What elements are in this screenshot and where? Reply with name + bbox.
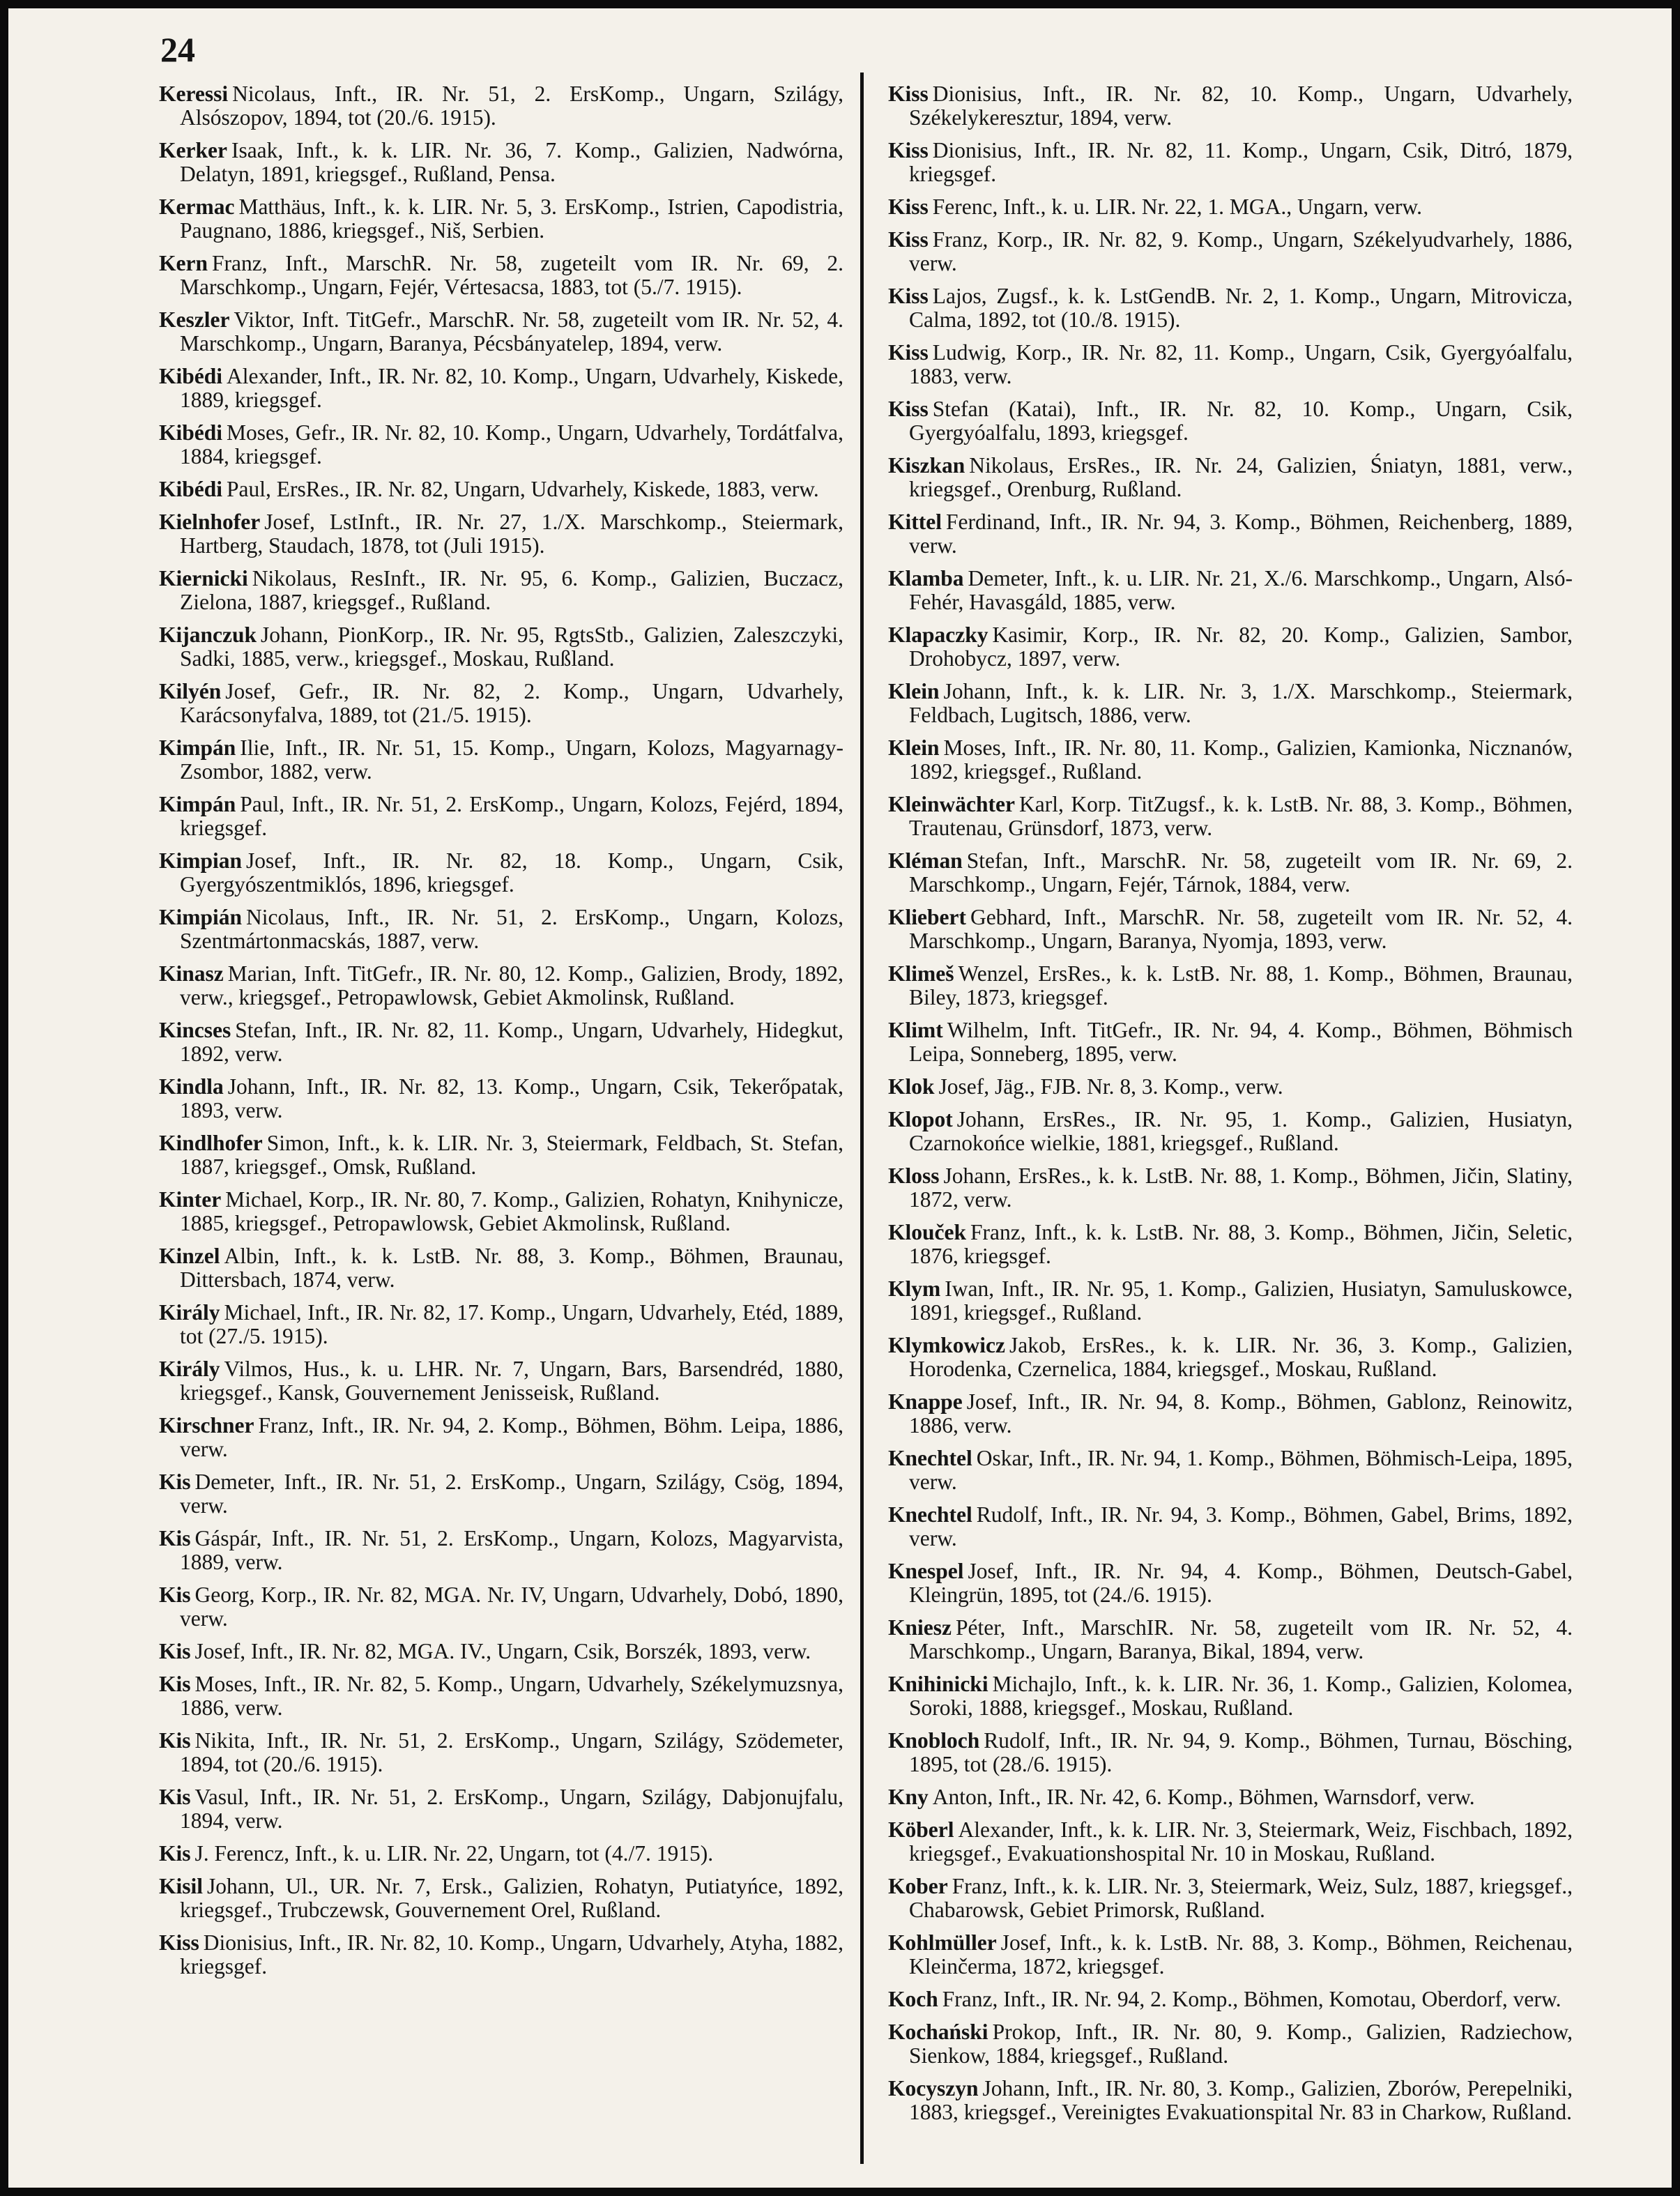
entry-details: Franz, Inft., k. k. LstB. Nr. 88, 3. Komp., Böhmen, Jičin, Seletic, 1876, kriegsgef. [909, 1220, 1573, 1268]
entry-details: Wilhelm, Inft. TitGefr., IR. Nr. 94, 4. Komp., Böhmen, Böhmisch Leipa, Sonneberg, 1895, verw. [909, 1018, 1573, 1066]
entry-surname: Kincses [159, 1018, 231, 1042]
entry-details: Franz, Inft., k. k. LIR. Nr. 3, Steiermark, Weiz, Sulz, 1887, kriegsgef., Chabarowsk, Gebiet Primorsk, Rußland. [909, 1874, 1573, 1922]
entry-details: Nicolaus, Inft., IR. Nr. 51, 2. ErsKomp., Ungarn, Kolozs, Szentmártonmacskás, 1887, verw. [180, 905, 843, 953]
entry-details: Ferdinand, Inft., IR. Nr. 94, 3. Komp., Böhmen, Reichenberg, 1889, verw. [909, 510, 1573, 558]
entry-surname: Knihinicki [888, 1672, 988, 1696]
entry-surname: Klimeš [888, 961, 954, 986]
roster-entry [888, 1447, 1573, 1494]
entry-details: Moses, Gefr., IR. Nr. 82, 10. Komp., Ungarn, Udvarhely, Tordátfalva, 1884, kriegsgef. [180, 420, 843, 468]
entry-details: Anton, Inft., IR. Nr. 42, 6. Komp., Böhmen, Warnsdorf, verw. [932, 1785, 1475, 1809]
entry-details: Demeter, Inft., k. u. LIR. Nr. 21, X./6. Marschkomp., Ungarn, Alsó-Fehér, Havasgáld, 1885, verw. [909, 566, 1573, 614]
entry-surname: Kochański [888, 2020, 988, 2044]
entry-surname: Klapaczky [888, 623, 988, 647]
entry-surname: Kiss [159, 1930, 199, 1955]
roster-entry [159, 680, 843, 727]
entry-surname: Kijanczuk [159, 623, 257, 647]
entry-details: Wenzel, ErsRes., k. k. LstB. Nr. 88, 1. Komp., Böhmen, Braunau, Biley, 1873, kriegsgef. [909, 961, 1573, 1009]
roster-entry [888, 397, 1573, 445]
roster-entry [159, 1301, 843, 1348]
roster-entry [888, 1277, 1573, 1325]
entry-details: Josef, Inft., IR. Nr. 82, MGA. IV., Ungarn, Csik, Borszék, 1893, verw. [194, 1639, 811, 1663]
entry-details: Isaak, Inft., k. k. LIR. Nr. 36, 7. Komp., Galizien, Nadwórna, Delatyn, 1891, kriegsgef., Rußland, Pensa. [180, 138, 843, 186]
roster-entry [159, 623, 843, 671]
entry-details: Nikolaus, ResInft., IR. Nr. 95, 6. Komp., Galizien, Buczacz, Zielona, 1887, kriegsgef., Rußland. [180, 566, 843, 614]
entry-details: Johann, Inft., k. k. LIR. Nr. 3, 1./X. Marschkomp., Steiermark, Feldbach, Lugitsch, 1886, verw. [909, 679, 1573, 727]
entry-details: Michael, Inft., IR. Nr. 82, 17. Komp., Ungarn, Udvarhely, Etéd, 1889, tot (27./5. 1915). [180, 1300, 843, 1348]
roster-entry [159, 478, 843, 501]
entry-details: Johann, ErsRes., k. k. LstB. Nr. 88, 1. Komp., Böhmen, Jičin, Slatiny, 1872, verw. [909, 1164, 1573, 1212]
roster-entry [159, 567, 843, 614]
roster-entry [888, 1019, 1573, 1066]
roster-entry [888, 2020, 1573, 2068]
entry-details: Ferenc, Inft., k. u. LIR. Nr. 22, 1. MGA., Ungarn, verw. [932, 195, 1422, 219]
entry-surname: Kliebert [888, 905, 966, 929]
entry-surname: Kinzel [159, 1244, 220, 1268]
entry-surname: Kiss [888, 397, 929, 421]
roster-entry [888, 1503, 1573, 1550]
entry-surname: Kiszkan [888, 453, 965, 478]
entry-surname: Klein [888, 735, 940, 760]
entry-surname: Kis [159, 1841, 191, 1866]
entry-surname: Kny [888, 1785, 929, 1809]
roster-entry [159, 1188, 843, 1235]
roster-entry [888, 1390, 1573, 1438]
roster-entry [888, 1075, 1573, 1099]
entry-details: Johann, Inft., IR. Nr. 80, 3. Komp., Galizien, Zborów, Perepelniki, 1883, kriegsgef., Vereinigtes Evakuationspital Nr. 83 in Charkow, Rußland. [909, 2076, 1573, 2124]
roster-entry [888, 139, 1573, 186]
entry-details: Albin, Inft., k. k. LstB. Nr. 88, 3. Komp., Böhmen, Braunau, Dittersbach, 1874, verw. [180, 1244, 843, 1292]
roster-entry [159, 1729, 843, 1776]
entry-surname: Kilyén [159, 679, 222, 703]
roster-entry [888, 82, 1573, 130]
entry-surname: Kindlhofer [159, 1131, 263, 1155]
roster-entry [888, 454, 1573, 501]
entry-details: Michajlo, Inft., k. k. LIR. Nr. 36, 1. Komp., Galizien, Kolomea, Soroki, 1888, kriegsgef., Moskau, Rußland. [909, 1672, 1573, 1720]
entry-details: Lajos, Zugsf., k. k. LstGendB. Nr. 2, 1. Komp., Ungarn, Mitrovicza, Calma, 1892, tot (10./8. 1915). [909, 284, 1573, 332]
roster-entry [888, 736, 1573, 784]
roster-entry [159, 1583, 843, 1631]
roster-entry [888, 341, 1573, 388]
roster-entry [888, 1931, 1573, 1978]
entry-surname: Kirschner [159, 1413, 254, 1438]
entry-surname: Kibédi [159, 477, 223, 501]
entry-details: Ilie, Inft., IR. Nr. 51, 15. Komp., Ungarn, Kolozs, Magyarnagy-Zsombor, 1882, verw. [180, 735, 843, 784]
entry-surname: Kocyszyn [888, 2076, 979, 2100]
roster-entry [888, 510, 1573, 558]
entry-surname: Kloss [888, 1164, 940, 1188]
entry-details: Vilmos, Hus., k. u. LHR. Nr. 7, Ungarn, Bars, Barsendréd, 1880, kriegsgef., Kansk, Gouvernement Jenisseisk, Rußland. [180, 1357, 843, 1405]
entry-surname: Koch [888, 1987, 938, 2011]
entry-details: Dionisius, Inft., IR. Nr. 82, 11. Komp., Ungarn, Csik, Ditró, 1879, kriegsgef. [909, 138, 1573, 186]
entry-details: Josef, Gefr., IR. Nr. 82, 2. Komp., Ungarn, Udvarhely, Karácsonyfalva, 1889, tot (21./5. 1915). [180, 679, 843, 727]
entry-details: Franz, Inft., IR. Nr. 94, 2. Komp., Böhmen, Komotau, Oberdorf, verw. [942, 1987, 1561, 2011]
roster-entry [888, 1616, 1573, 1663]
roster-entry [159, 849, 843, 897]
entry-details: Matthäus, Inft., k. k. LIR. Nr. 5, 3. ErsKomp., Istrien, Capodistria, Paugnano, 1886, kriegsgef., Niš, Serbien. [180, 195, 843, 243]
entry-surname: Knechtel [888, 1502, 972, 1527]
roster-entry [888, 623, 1573, 671]
entry-details: Stefan, Inft., MarschR. Nr. 58, zugeteilt vom IR. Nr. 69, 2. Marschkomp., Ungarn, Fejér, Tárnok, 1884, verw. [909, 848, 1573, 897]
roster-entry [888, 1108, 1573, 1155]
entry-details: Josef, Inft., k. k. LstB. Nr. 88, 3. Komp., Böhmen, Reichenau, Kleinčerma, 1872, kriegsgef. [909, 1930, 1573, 1978]
entry-details: Alexander, Inft., k. k. LIR. Nr. 3, Steiermark, Weiz, Fischbach, 1892, kriegsgef., Evakuationshospital Nr. 10 in Moskau, Rußland. [909, 1817, 1573, 1866]
roster-entry [159, 1672, 843, 1720]
roster-entry [159, 1527, 843, 1574]
right-column [888, 82, 1573, 2133]
entry-details: Michael, Korp., IR. Nr. 80, 7. Komp., Galizien, Rohatyn, Knihynicze, 1885, kriegsgef., Petropawlowsk, Gebiet Akmolinsk, Rußland. [180, 1187, 843, 1235]
entry-details: Johann, ErsRes., IR. Nr. 95, 1. Komp., Galizien, Husiatyn, Czarnokońce wielkie, 1881, kriegsgef., Rußland. [909, 1107, 1573, 1155]
page-number: 24 [160, 30, 195, 69]
entry-details: Nikita, Inft., IR. Nr. 51, 2. ErsKomp., Ungarn, Szilágy, Szödemeter, 1894, tot (20./6. 1915). [180, 1728, 843, 1776]
entry-surname: Knobloch [888, 1728, 980, 1753]
roster-entry [888, 284, 1573, 332]
entry-surname: Kober [888, 1874, 948, 1898]
entry-surname: Kiss [888, 138, 929, 162]
entry-surname: Kis [159, 1728, 191, 1753]
entry-surname: Kleinwächter [888, 792, 1015, 816]
column-divider [860, 73, 864, 2164]
roster-entry [888, 849, 1573, 897]
roster-entry [888, 228, 1573, 275]
entry-surname: Kinter [159, 1187, 222, 1212]
document-page [8, 8, 1672, 2188]
entry-surname: Klopot [888, 1107, 953, 1131]
entry-details: Johann, PionKorp., IR. Nr. 95, RgtsStb., Galizien, Zaleszczyki, Sadki, 1885, verw., kriegsgef., Moskau, Rußland. [180, 623, 843, 671]
entry-details: Péter, Inft., MarschIR. Nr. 58, zugeteilt vom IR. Nr. 52, 4. Marschkomp., Ungarn, Baranya, Bikal, 1894, verw. [909, 1615, 1573, 1663]
roster-entry [888, 2077, 1573, 2124]
entry-surname: Knechtel [888, 1446, 972, 1470]
entry-details: Dionisius, Inft., IR. Nr. 82, 10. Komp., Ungarn, Udvarhely, Székelykeresztur, 1894, verw. [909, 82, 1573, 130]
entry-details: Ludwig, Korp., IR. Nr. 82, 11. Komp., Ungarn, Csik, Gyergyóalfalu, 1883, verw. [909, 340, 1573, 388]
roster-entry [888, 1221, 1573, 1268]
entry-details: J. Ferencz, Inft., k. u. LIR. Nr. 22, Ungarn, tot (4./7. 1915). [194, 1841, 714, 1866]
entry-details: Dionisius, Inft., IR. Nr. 82, 10. Komp., Ungarn, Udvarhely, Atyha, 1882, kriegsgef. [180, 1930, 843, 1978]
entry-surname: Klymkowicz [888, 1333, 1005, 1357]
entry-details: Paul, ErsRes., IR. Nr. 82, Ungarn, Udvarhely, Kiskede, 1883, verw. [227, 477, 819, 501]
entry-details: Franz, Korp., IR. Nr. 82, 9. Komp., Ungarn, Székelyudvarhely, 1886, verw. [909, 227, 1573, 275]
entry-surname: Kis [159, 1785, 191, 1809]
entry-surname: Kohlmüller [888, 1930, 997, 1955]
entry-details: Josef, Inft., IR. Nr. 94, 8. Komp., Böhmen, Gablonz, Reinowitz, 1886, verw. [909, 1389, 1573, 1438]
roster-entry [888, 195, 1573, 219]
entry-surname: Kinasz [159, 961, 224, 986]
left-column [159, 82, 843, 1988]
entry-surname: Kis [159, 1583, 191, 1607]
entry-surname: Kermac [159, 195, 235, 219]
roster-entry [159, 195, 843, 243]
entry-surname: Keszler [159, 307, 230, 332]
entry-surname: Knappe [888, 1389, 963, 1414]
entry-details: Oskar, Inft., IR. Nr. 94, 1. Komp., Böhmen, Böhmisch-Leipa, 1895, verw. [909, 1446, 1573, 1494]
entry-details: Georg, Korp., IR. Nr. 82, MGA. Nr. IV, Ungarn, Udvarhely, Dobó, 1890, verw. [180, 1583, 843, 1631]
entry-surname: Kimpián [159, 905, 243, 929]
entry-details: Simon, Inft., k. k. LIR. Nr. 3, Steiermark, Feldbach, St. Stefan, 1887, kriegsgef., Omsk, Rußland. [180, 1131, 843, 1179]
entry-details: Rudolf, Inft., IR. Nr. 94, 9. Komp., Böhmen, Turnau, Bösching, 1895, tot (28./6. 1915). [909, 1728, 1573, 1776]
entry-details: Vasul, Inft., IR. Nr. 51, 2. ErsKomp., Ungarn, Szilágy, Dabjonujfalu, 1894, verw. [180, 1785, 843, 1833]
entry-surname: Kern [159, 251, 208, 275]
entry-surname: Kielnhofer [159, 510, 261, 534]
entry-surname: Klimt [888, 1018, 943, 1042]
roster-entry [159, 1470, 843, 1518]
entry-surname: Kiss [888, 195, 929, 219]
entry-details: Rudolf, Inft., IR. Nr. 94, 3. Komp., Böhmen, Gabel, Brims, 1892, verw. [909, 1502, 1573, 1550]
roster-entry [159, 510, 843, 558]
roster-entry [888, 1785, 1573, 1809]
roster-entry [159, 736, 843, 784]
entry-surname: Klouček [888, 1220, 967, 1244]
entry-details: Stefan (Katai), Inft., IR. Nr. 82, 10. Komp., Ungarn, Csik, Gyergyóalfalu, 1893, kriegsgef. [909, 397, 1573, 445]
entry-details: Josef, Inft., IR. Nr. 82, 18. Komp., Ungarn, Csik, Gyergyószentmiklós, 1896, kriegsgef. [180, 848, 843, 897]
roster-entry [888, 1988, 1573, 2011]
entry-surname: Kiss [888, 340, 929, 365]
entry-surname: Kibédi [159, 364, 223, 388]
roster-entry [888, 962, 1573, 1009]
entry-surname: Kis [159, 1639, 191, 1663]
entry-details: Josef, Jäg., FJB. Nr. 8, 3. Komp., verw. [938, 1074, 1283, 1099]
roster-entry [159, 1131, 843, 1179]
entry-surname: Kibédi [159, 420, 223, 445]
entry-details: Demeter, Inft., IR. Nr. 51, 2. ErsKomp., Ungarn, Szilágy, Csög, 1894, verw. [180, 1470, 843, 1518]
entry-surname: Kiss [888, 82, 929, 106]
roster-entry [159, 252, 843, 299]
roster-entry [888, 1729, 1573, 1776]
entry-surname: Kiss [888, 284, 929, 308]
entry-details: Franz, Inft., MarschR. Nr. 58, zugeteilt vom IR. Nr. 69, 2. Marschkomp., Ungarn, Fejér, Vértesacsa, 1883, tot (5./7. 1915). [180, 251, 843, 299]
roster-entry [159, 1875, 843, 1922]
roster-entry [888, 906, 1573, 953]
entry-surname: Kerker [159, 138, 227, 162]
entry-surname: Kittel [888, 510, 942, 534]
entry-details: Franz, Inft., IR. Nr. 94, 2. Komp., Böhmen, Böhm. Leipa, 1886, verw. [180, 1413, 843, 1461]
entry-surname: Kis [159, 1526, 191, 1550]
entry-surname: Kiss [888, 227, 929, 252]
entry-surname: Király [159, 1300, 220, 1325]
entry-details: Nikolaus, ErsRes., IR. Nr. 24, Galizien, Śniatyn, 1881, verw., kriegsgef., Orenburg, Rußland. [909, 453, 1573, 501]
entry-details: Kasimir, Korp., IR. Nr. 82, 20. Komp., Galizien, Sambor, Drohobycz, 1897, verw. [909, 623, 1573, 671]
roster-entry [159, 1785, 843, 1833]
roster-entry [159, 1842, 843, 1866]
entry-details: Josef, LstInft., IR. Nr. 27, 1./X. Marschkomp., Steiermark, Hartberg, Staudach, 1878, tot (Juli 1915). [180, 510, 843, 558]
roster-entry [888, 1672, 1573, 1720]
entry-surname: Klok [888, 1074, 935, 1099]
entry-surname: Köberl [888, 1817, 954, 1842]
entry-details: Paul, Inft., IR. Nr. 51, 2. ErsKomp., Ungarn, Kolozs, Fejérd, 1894, kriegsgef. [180, 792, 843, 840]
roster-entry [159, 421, 843, 468]
roster-entry [159, 1244, 843, 1292]
entry-details: Gáspár, Inft., IR. Nr. 51, 2. ErsKomp., Ungarn, Kolozs, Magyarvista, 1889, verw. [180, 1526, 843, 1574]
roster-entry [159, 1019, 843, 1066]
roster-entry [888, 1334, 1573, 1381]
roster-entry [159, 1075, 843, 1122]
entry-surname: Klym [888, 1276, 941, 1301]
entry-details: Viktor, Inft. TitGefr., MarschR. Nr. 58, zugeteilt vom IR. Nr. 52, 4. Marschkomp., Ungarn, Baranya, Pécsbányatelep, 1894, verw. [180, 307, 843, 356]
roster-entry [888, 1164, 1573, 1212]
roster-entry [888, 567, 1573, 614]
roster-entry [159, 1414, 843, 1461]
roster-entry [888, 793, 1573, 840]
roster-entry [159, 1931, 843, 1978]
roster-entry [159, 1357, 843, 1405]
entry-surname: Kisil [159, 1874, 204, 1898]
entry-details: Jakob, ErsRes., k. k. LIR. Nr. 36, 3. Komp., Galizien, Horodenka, Czernelica, 1884, kriegsgef., Moskau, Rußland. [909, 1333, 1573, 1381]
roster-entry [888, 1818, 1573, 1866]
entry-surname: Klamba [888, 566, 964, 590]
entry-surname: Kimpian [159, 848, 243, 873]
roster-entry [888, 1560, 1573, 1607]
roster-entry [159, 82, 843, 130]
entry-details: Josef, Inft., IR. Nr. 94, 4. Komp., Böhmen, Deutsch-Gabel, Kleingrün, 1895, tot (24./6. 1915). [909, 1559, 1573, 1607]
entry-surname: Kniesz [888, 1615, 952, 1640]
entry-details: Iwan, Inft., IR. Nr. 95, 1. Komp., Galizien, Husiatyn, Samuluskowce, 1891, kriegsgef., Rußland. [909, 1276, 1573, 1325]
entry-surname: Keressi [159, 82, 229, 106]
entry-details: Stefan, Inft., IR. Nr. 82, 11. Komp., Ungarn, Udvarhely, Hidegkut, 1892, verw. [180, 1018, 843, 1066]
entry-details: Moses, Inft., IR. Nr. 82, 5. Komp., Ungarn, Udvarhely, Székelymuzsnya, 1886, verw. [180, 1672, 843, 1720]
entry-surname: Kindla [159, 1074, 224, 1099]
roster-entry [159, 308, 843, 356]
entry-details: Karl, Korp. TitZugsf., k. k. LstB. Nr. 88, 3. Komp., Böhmen, Trautenau, Grünsdorf, 1873, verw. [909, 792, 1573, 840]
entry-surname: Klein [888, 679, 940, 703]
entry-details: Marian, Inft. TitGefr., IR. Nr. 80, 12. Komp., Galizien, Brody, 1892, verw., kriegsgef., Petropawlowsk, Gebiet Akmolinsk, Rußland. [180, 961, 843, 1009]
entry-surname: Kis [159, 1672, 191, 1696]
entry-details: Johann, Inft., IR. Nr. 82, 13. Komp., Ungarn, Csik, Tekerőpatak, 1893, verw. [180, 1074, 843, 1122]
entry-details: Moses, Inft., IR. Nr. 80, 11. Komp., Galizien, Kamionka, Nicznanów, 1892, kriegsgef., Rußland. [909, 735, 1573, 784]
entry-details: Alexander, Inft., IR. Nr. 82, 10. Komp., Ungarn, Udvarhely, Kiskede, 1889, kriegsgef. [180, 364, 843, 412]
roster-entry [159, 793, 843, 840]
roster-entry [888, 1875, 1573, 1922]
roster-entry [159, 139, 843, 186]
entry-details: Prokop, Inft., IR. Nr. 80, 9. Komp., Galizien, Radziechow, Sienkow, 1884, kriegsgef., Rußland. [909, 2020, 1573, 2068]
entry-details: Nicolaus, Inft., IR. Nr. 51, 2. ErsKomp., Ungarn, Szilágy, Alsószopov, 1894, tot (20./6. 1915). [180, 82, 843, 130]
roster-entry [888, 680, 1573, 727]
entry-details: Gebhard, Inft., MarschR. Nr. 58, zugeteilt vom IR. Nr. 52, 4. Marschkomp., Ungarn, Baranya, Nyomja, 1893, verw. [909, 905, 1573, 953]
roster-entry [159, 962, 843, 1009]
entry-surname: Knespel [888, 1559, 964, 1583]
roster-entry [159, 906, 843, 953]
roster-entry [159, 1640, 843, 1663]
entry-surname: Kis [159, 1470, 191, 1494]
entry-surname: Kimpán [159, 792, 236, 816]
entry-surname: Király [159, 1357, 220, 1381]
entry-surname: Kléman [888, 848, 963, 873]
entry-surname: Kimpán [159, 735, 236, 760]
roster-entry [159, 365, 843, 412]
entry-surname: Kiernicki [159, 566, 248, 590]
entry-details: Johann, Ul., UR. Nr. 7, Ersk., Galizien, Rohatyn, Putiatyńce, 1892, kriegsgef., Trubczewsk, Gouvernement Orel, Rußland. [180, 1874, 843, 1922]
